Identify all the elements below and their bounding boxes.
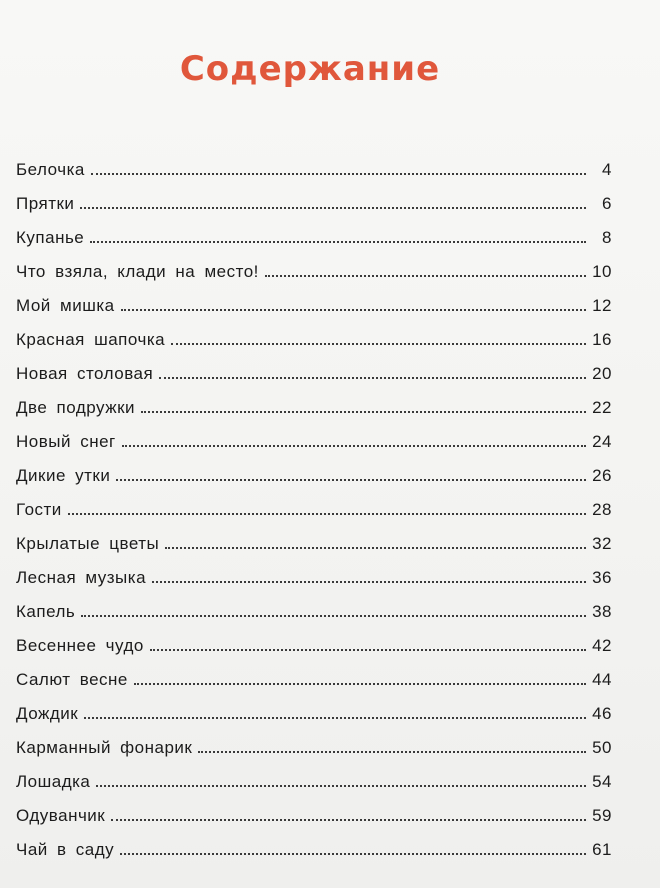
dot-leader (150, 649, 586, 651)
toc-entry-page-number: 38 (592, 602, 612, 621)
toc-entry-title: Лесная музыка (16, 568, 147, 587)
toc-entry-page-number: 32 (592, 534, 612, 553)
toc-entry (16, 554, 612, 588)
toc-entry-page-number: 4 (602, 160, 612, 179)
toc-entry (16, 180, 612, 214)
toc-entry-title: Две подружки (16, 398, 135, 417)
toc-entry-title: Весеннее чудо (16, 636, 144, 655)
toc-entry-page-number: 16 (592, 330, 612, 349)
toc-entry (16, 588, 612, 622)
toc-entry (16, 520, 612, 554)
toc-entry-title: Купанье (16, 228, 85, 247)
toc-entry-title: Капель (16, 602, 76, 621)
toc-entry (16, 758, 612, 792)
toc-entry-title: Лошадка (16, 772, 91, 791)
dot-leader (141, 411, 586, 413)
toc-entry (16, 282, 612, 316)
toc-entry-title: Новая столовая (16, 364, 154, 383)
toc-entry-title: Карманный фонарик (16, 738, 193, 757)
toc-entry (16, 792, 612, 826)
toc-entry-page-number: 22 (592, 398, 612, 417)
toc-entry-title: Дождик (16, 704, 79, 723)
dot-leader (111, 819, 586, 821)
dot-leader (116, 479, 586, 481)
toc-entry (16, 622, 612, 656)
toc-entry (16, 350, 612, 384)
toc-entry-page-number: 36 (592, 568, 612, 587)
dot-leader (80, 207, 586, 209)
page-title: Содержание (179, 48, 441, 89)
table-of-contents (16, 146, 612, 860)
toc-entry-title: Дикие утки (16, 466, 111, 485)
toc-entry-page-number: 59 (592, 806, 612, 825)
toc-entry-title: Новый снег (16, 432, 116, 451)
dot-leader (171, 343, 586, 345)
dot-leader (84, 717, 586, 719)
toc-entry-page-number: 42 (592, 636, 612, 655)
toc-entry-title: Крылатые цветы (16, 534, 160, 553)
toc-entry (16, 486, 612, 520)
toc-entry-page-number: 50 (592, 738, 612, 757)
toc-entry-title: Красная шапочка (16, 330, 166, 349)
toc-entry-title: Чай в саду (16, 840, 115, 859)
dot-leader (165, 547, 586, 549)
toc-entry-title: Прятки (16, 194, 75, 213)
toc-entry-title: Салют весне (16, 670, 128, 689)
toc-entry-page-number: 6 (602, 194, 612, 213)
toc-entry-page-number: 61 (592, 840, 612, 859)
dot-leader (159, 377, 586, 379)
dot-leader (90, 241, 586, 243)
toc-entry-title: Гости (16, 500, 62, 519)
toc-entry (16, 656, 612, 690)
dot-leader (152, 581, 586, 583)
toc-entry-page-number: 54 (592, 772, 612, 791)
toc-entry (16, 724, 612, 758)
toc-entry-page-number: 12 (592, 296, 612, 315)
dot-leader (121, 309, 586, 311)
dot-leader (91, 173, 586, 175)
toc-entry-page-number: 10 (592, 262, 612, 281)
toc-entry-page-number: 44 (592, 670, 612, 689)
toc-entry-title: Мой мишка (16, 296, 115, 315)
toc-entry (16, 384, 612, 418)
toc-entry-page-number: 46 (592, 704, 612, 723)
dot-leader (122, 445, 586, 447)
toc-entry (16, 248, 612, 282)
toc-entry (16, 452, 612, 486)
toc-entry-page-number: 8 (602, 228, 612, 247)
toc-entry (16, 146, 612, 180)
dot-leader (265, 275, 586, 277)
toc-entry (16, 418, 612, 452)
toc-entry (16, 316, 612, 350)
toc-entry (16, 214, 612, 248)
toc-entry (16, 690, 612, 724)
dot-leader (96, 785, 586, 787)
dot-leader (120, 853, 586, 855)
toc-entry-page-number: 26 (592, 466, 612, 485)
toc-entry-page-number: 24 (592, 432, 612, 451)
toc-entry-title: Белочка (16, 160, 85, 179)
dot-leader (134, 683, 586, 685)
toc-entry-title: Что взяла, клади на место! (16, 262, 259, 281)
toc-entry-title: Одуванчик (16, 806, 106, 825)
dot-leader (81, 615, 586, 617)
toc-entry (16, 826, 612, 860)
toc-entry-page-number: 20 (592, 364, 612, 383)
dot-leader (68, 513, 586, 515)
dot-leader (198, 751, 586, 753)
toc-entry-page-number: 28 (592, 500, 612, 519)
